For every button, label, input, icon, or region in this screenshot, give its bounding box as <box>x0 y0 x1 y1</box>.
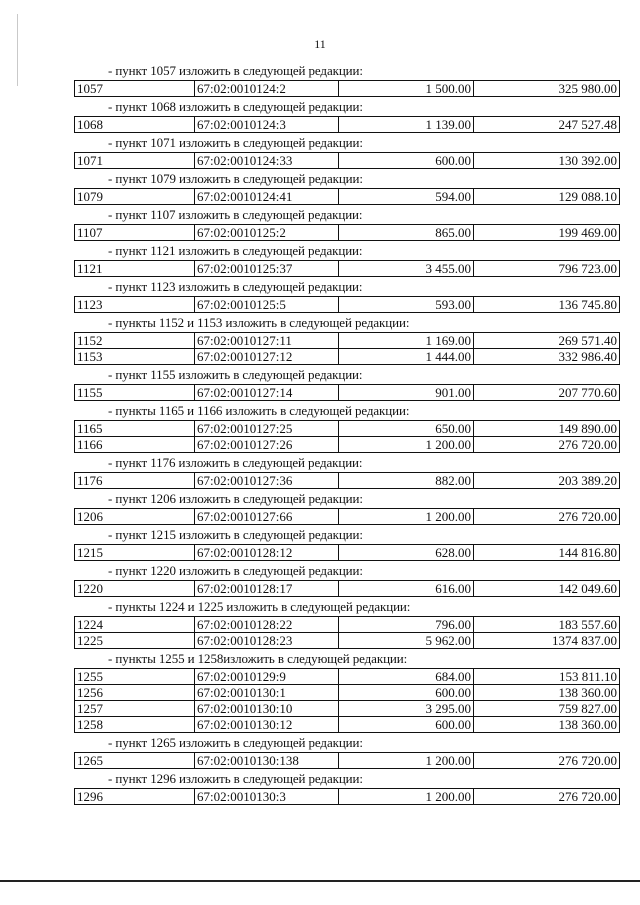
item-number-cell: 1258 <box>75 717 195 733</box>
item-number-cell: 1107 <box>75 225 195 241</box>
table-row <box>75 701 620 717</box>
item-number-cell: 1255 <box>75 669 195 685</box>
cadastral-number-cell: 67:02:0010130:10 <box>195 701 339 717</box>
section-title: - пункты 1152 и 1153 изложить в следующей редакции: <box>108 315 410 330</box>
item-number-cell: 1123 <box>75 297 195 313</box>
item-number-cell: 1225 <box>75 633 195 649</box>
cadastral-value-cell: 138 360.00 <box>474 717 620 733</box>
area-cell: 628.00 <box>339 545 474 561</box>
cadastral-value-cell: 153 811.10 <box>474 669 620 685</box>
area-cell: 882.00 <box>339 473 474 489</box>
cadastral-value-cell: 136 745.80 <box>474 297 620 313</box>
area-cell: 600.00 <box>339 685 474 701</box>
table-row <box>75 225 620 241</box>
cadastral-number-cell: 67:02:0010125:37 <box>195 261 339 277</box>
table-row <box>75 261 620 277</box>
area-cell: 1 200.00 <box>339 509 474 525</box>
cadastral-value-cell: 269 571.40 <box>474 333 620 349</box>
section-title: - пункт 1121 изложить в следующей редакции: <box>108 243 363 258</box>
section-table <box>74 80 620 97</box>
item-number-cell: 1176 <box>75 473 195 489</box>
item-number-cell: 1121 <box>75 261 195 277</box>
section-title: - пункты 1224 и 1225 изложить в следующей редакции: <box>108 599 411 614</box>
item-number-cell: 1165 <box>75 421 195 437</box>
section-title: - пункт 1057 изложить в следующей редакции: <box>108 63 363 78</box>
section-title: - пункт 1068 изложить в следующей редакции: <box>108 99 363 114</box>
area-cell: 901.00 <box>339 385 474 401</box>
table-row <box>75 685 620 701</box>
table-row <box>75 633 620 649</box>
area-cell: 650.00 <box>339 421 474 437</box>
item-number-cell: 1257 <box>75 701 195 717</box>
section-table <box>74 668 620 733</box>
cadastral-number-cell: 67:02:0010124:33 <box>195 153 339 169</box>
cadastral-number-cell: 67:02:0010127:66 <box>195 509 339 525</box>
section-title: - пункт 1155 изложить в следующей редакции: <box>108 367 363 382</box>
cadastral-number-cell: 67:02:0010127:14 <box>195 385 339 401</box>
item-number-cell: 1296 <box>75 789 195 805</box>
item-number-cell: 1224 <box>75 617 195 633</box>
cadastral-value-cell: 207 770.60 <box>474 385 620 401</box>
section-table <box>74 116 620 133</box>
cadastral-value-cell: 138 360.00 <box>474 685 620 701</box>
area-cell: 593.00 <box>339 297 474 313</box>
item-number-cell: 1155 <box>75 385 195 401</box>
table-row <box>75 421 620 437</box>
item-number-cell: 1265 <box>75 753 195 769</box>
section-title: - пункты 1255 и 1258изложить в следующей редакции: <box>108 651 408 666</box>
area-cell: 865.00 <box>339 225 474 241</box>
section-table <box>74 580 620 597</box>
cadastral-value-cell: 325 980.00 <box>474 81 620 97</box>
cadastral-number-cell: 67:02:0010125:5 <box>195 297 339 313</box>
cadastral-value-cell: 1374 837.00 <box>474 633 620 649</box>
cadastral-value-cell: 130 392.00 <box>474 153 620 169</box>
cadastral-value-cell: 142 049.60 <box>474 581 620 597</box>
section-title: - пункт 1123 изложить в следующей редакции: <box>108 279 363 294</box>
section-title: - пункт 1079 изложить в следующей редакции: <box>108 171 363 186</box>
table-row <box>75 81 620 97</box>
section-title: - пункт 1215 изложить в следующей редакции: <box>108 527 363 542</box>
area-cell: 1 139.00 <box>339 117 474 133</box>
cadastral-value-cell: 276 720.00 <box>474 789 620 805</box>
section-table <box>74 384 620 401</box>
section-table <box>74 260 620 277</box>
area-cell: 594.00 <box>339 189 474 205</box>
table-row <box>75 117 620 133</box>
table-row <box>75 189 620 205</box>
cadastral-value-cell: 183 557.60 <box>474 617 620 633</box>
section-table <box>74 224 620 241</box>
area-cell: 600.00 <box>339 717 474 733</box>
cadastral-number-cell: 67:02:0010128:22 <box>195 617 339 633</box>
cadastral-value-cell: 199 469.00 <box>474 225 620 241</box>
item-number-cell: 1057 <box>75 81 195 97</box>
area-cell: 684.00 <box>339 669 474 685</box>
area-cell: 600.00 <box>339 153 474 169</box>
area-cell: 1 444.00 <box>339 349 474 365</box>
cadastral-value-cell: 203 389.20 <box>474 473 620 489</box>
item-number-cell: 1068 <box>75 117 195 133</box>
item-number-cell: 1206 <box>75 509 195 525</box>
section-table <box>74 616 620 649</box>
section-title: - пункт 1071 изложить в следующей редакции: <box>108 135 363 150</box>
table-row <box>75 333 620 349</box>
section-title: - пункт 1220 изложить в следующей редакции: <box>108 563 363 578</box>
section-title: - пункт 1206 изложить в следующей редакции: <box>108 491 363 506</box>
section-table <box>74 188 620 205</box>
section-title: - пункт 1176 изложить в следующей редакции: <box>108 455 363 470</box>
cadastral-value-cell: 332 986.40 <box>474 349 620 365</box>
table-row <box>75 297 620 313</box>
area-cell: 5 962.00 <box>339 633 474 649</box>
cadastral-number-cell: 67:02:0010124:41 <box>195 189 339 205</box>
area-cell: 796.00 <box>339 617 474 633</box>
table-row <box>75 545 620 561</box>
table-row <box>75 509 620 525</box>
table-row <box>75 437 620 453</box>
section-table <box>74 544 620 561</box>
page-number: 11 <box>314 37 326 51</box>
cadastral-number-cell: 67:02:0010130:12 <box>195 717 339 733</box>
area-cell: 3 295.00 <box>339 701 474 717</box>
area-cell: 3 455.00 <box>339 261 474 277</box>
section-title: - пункт 1296 изложить в следующей редакции: <box>108 771 363 786</box>
area-cell: 1 200.00 <box>339 789 474 805</box>
cadastral-number-cell: 67:02:0010127:12 <box>195 349 339 365</box>
section-table <box>74 420 620 453</box>
section-table <box>74 472 620 489</box>
table-row <box>75 581 620 597</box>
table-row <box>75 153 620 169</box>
item-number-cell: 1153 <box>75 349 195 365</box>
table-row <box>75 789 620 805</box>
section-title: - пункт 1107 изложить в следующей редакции: <box>108 207 363 222</box>
table-row <box>75 473 620 489</box>
item-number-cell: 1079 <box>75 189 195 205</box>
cadastral-number-cell: 67:02:0010124:3 <box>195 117 339 133</box>
cadastral-value-cell: 276 720.00 <box>474 437 620 453</box>
item-number-cell: 1220 <box>75 581 195 597</box>
cadastral-number-cell: 67:02:0010130:1 <box>195 685 339 701</box>
cadastral-number-cell: 67:02:0010129:9 <box>195 669 339 685</box>
section-table <box>74 296 620 313</box>
area-cell: 1 200.00 <box>339 437 474 453</box>
cadastral-value-cell: 149 890.00 <box>474 421 620 437</box>
area-cell: 616.00 <box>339 581 474 597</box>
cadastral-number-cell: 67:02:0010128:23 <box>195 633 339 649</box>
table-row <box>75 669 620 685</box>
cadastral-number-cell: 67:02:0010127:25 <box>195 421 339 437</box>
cadastral-number-cell: 67:02:0010125:2 <box>195 225 339 241</box>
footer-rule <box>0 880 640 882</box>
cadastral-number-cell: 67:02:0010127:26 <box>195 437 339 453</box>
item-number-cell: 1166 <box>75 437 195 453</box>
cadastral-value-cell: 129 088.10 <box>474 189 620 205</box>
table-row <box>75 385 620 401</box>
area-cell: 1 500.00 <box>339 81 474 97</box>
area-cell: 1 200.00 <box>339 753 474 769</box>
cadastral-number-cell: 67:02:0010128:12 <box>195 545 339 561</box>
section-table <box>74 752 620 769</box>
item-number-cell: 1071 <box>75 153 195 169</box>
table-row <box>75 349 620 365</box>
section-table <box>74 332 620 365</box>
cadastral-value-cell: 144 816.80 <box>474 545 620 561</box>
cadastral-number-cell: 67:02:0010128:17 <box>195 581 339 597</box>
item-number-cell: 1215 <box>75 545 195 561</box>
area-cell: 1 169.00 <box>339 333 474 349</box>
cadastral-number-cell: 67:02:0010130:3 <box>195 789 339 805</box>
cadastral-number-cell: 67:02:0010127:36 <box>195 473 339 489</box>
cadastral-number-cell: 67:02:0010130:138 <box>195 753 339 769</box>
cadastral-number-cell: 67:02:0010124:2 <box>195 81 339 97</box>
table-row <box>75 717 620 733</box>
cadastral-value-cell: 796 723.00 <box>474 261 620 277</box>
section-title: - пункт 1265 изложить в следующей редакции: <box>108 735 363 750</box>
section-title: - пункты 1165 и 1166 изложить в следующей редакции: <box>108 403 410 418</box>
table-row <box>75 617 620 633</box>
cadastral-value-cell: 276 720.00 <box>474 509 620 525</box>
section-table <box>74 508 620 525</box>
item-number-cell: 1256 <box>75 685 195 701</box>
cadastral-number-cell: 67:02:0010127:11 <box>195 333 339 349</box>
cadastral-value-cell: 276 720.00 <box>474 753 620 769</box>
item-number-cell: 1152 <box>75 333 195 349</box>
document-body <box>74 62 616 806</box>
section-table <box>74 788 620 805</box>
table-row <box>75 753 620 769</box>
cadastral-value-cell: 247 527.48 <box>474 117 620 133</box>
section-table <box>74 152 620 169</box>
cadastral-value-cell: 759 827.00 <box>474 701 620 717</box>
